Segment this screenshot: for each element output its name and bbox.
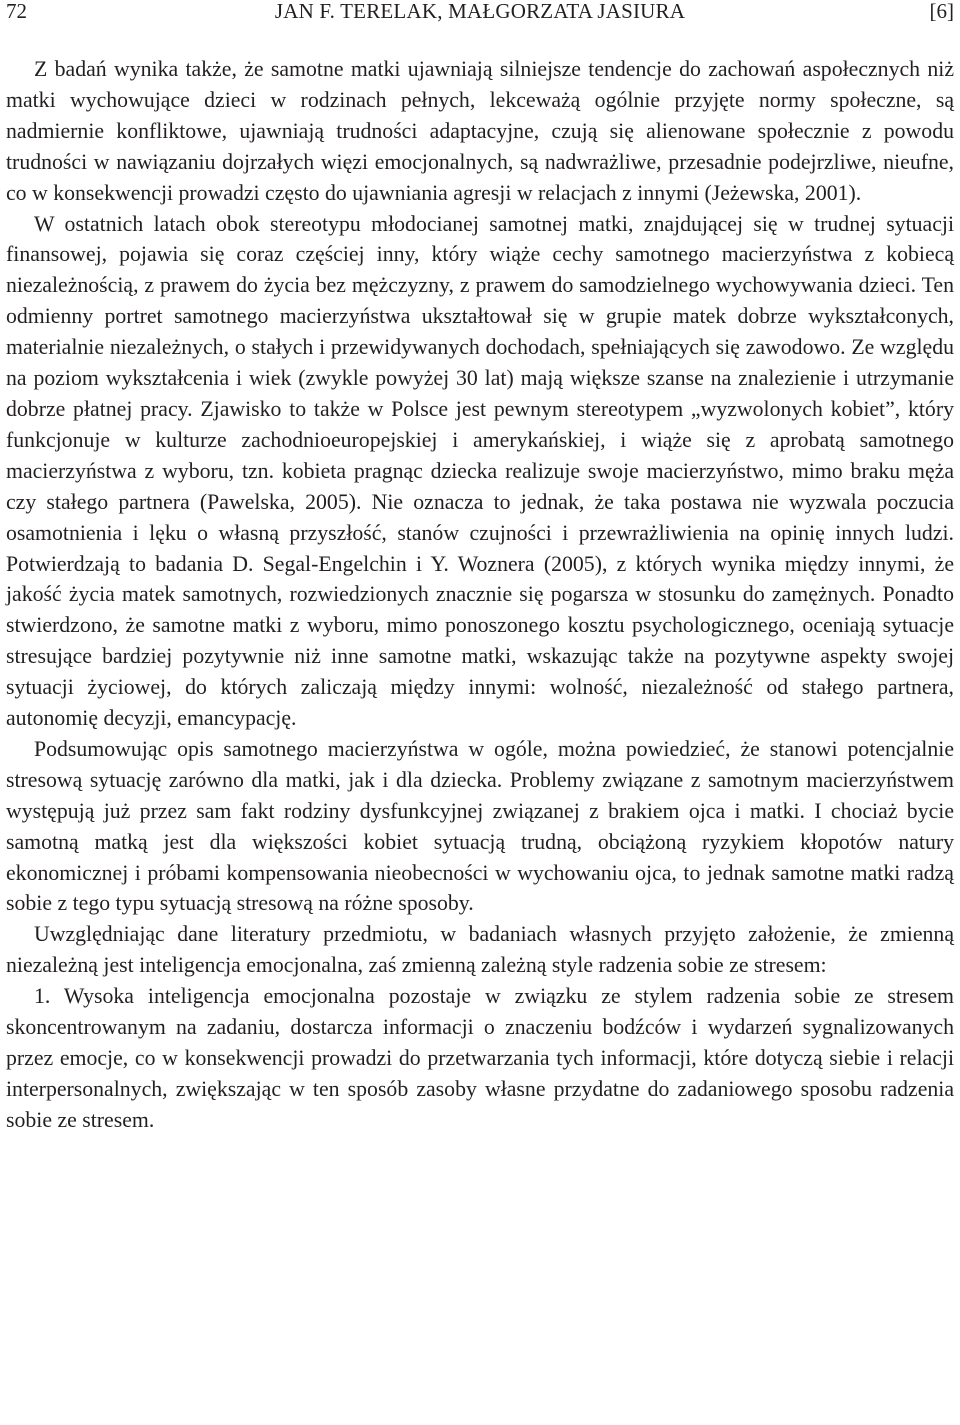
body-text [6, 54, 954, 1136]
paragraph: W ostatnich latach obok stereotypu młodocianej samotnej matki, znajdującej się w trudnej sytuacji finansowej, pojawia się coraz częściej inny, który wiąże cechy samotnego macierzyństwa z kobiecą niezależnością, z prawem do życia bez mężczyzny, z prawem do samodzielnego wychowywania dzieci. Ten odmienny portret samotnego macierzyństwa ukształtował się w grupie matek dobrze wykształconych, materialnie niezależnych, o stałych i przewidywanych dochodach, spełniających się zawodowo. Ze względu na poziom wykształcenia i wiek (zwykle powyżej 30 lat) mają większe szanse na znalezienie i utrzymanie dobrze płatnej pracy. Zjawisko to także w Polsce jest pewnym stereotypem „wyzwolonych kobiet”, który funkcjonuje w kulturze zachodnioeuropejskiej i amerykańskiej, i wiąże się z aprobatą samotnego macierzyństwa z wyboru, tzn. kobieta pragnąc dziecka realizuje swoje macierzyństwo, mimo braku męża czy stałego partnera (Pawelska, 2005). Nie oznacza to jednak, że taka postawa nie wyzwala poczucia osamotnienia i lęku o własną przyszłość, stanów czujności i przewrażliwienia na opinię innych ludzi. Potwierdzają to badania D. Segal-Engelchin i Y. Woznera (2005), z których wynika między innymi, że jakość życia matek samotnych, rozwiedzionych znacznie się pogarsza w stosunku do zamężnych. Ponadto stwierdzono, że samotne matki z wyboru, mimo ponoszonego kosztu psychologicznego, oceniają sytuacje stresujące bardziej pozytywnie niż inne samotne matki, wskazując także na pozytywne aspekty swojej sytuacji życiowej, do których zaliczają między innymi: wolność, niezależność od stałego partnera, autonomię decyzji, emancypację. [6, 211, 954, 731]
paragraph: Uwzględniając dane literatury przedmiotu, w badaniach własnych przyjęto założenie, że zmienną niezależną jest inteligencja emocjonalna, zaś zmienną zależną style radzenia sobie ze stresem: [6, 922, 954, 978]
list-item: 1. Wysoka inteligencja emocjonalna pozostaje w związku ze stylem radzenia sobie ze stresem skoncentrowanym na zadaniu, dostarcza informacji o znaczeniu bodźców i wydarzeń sygnalizowanych przez emocje, co w konsekwencji prowadzi do przetwarzania tych informacji, które dotyczą siebie i relacji interpersonalnych, zwiększając w ten sposób zasoby własne przydatne do zadaniowego sposobu radzenia sobie ze stresem. [6, 984, 954, 1132]
page-number: 72 [6, 0, 27, 23]
header-reference: [6] [929, 0, 954, 23]
running-header [6, 0, 954, 26]
paragraph: Z badań wynika także, że samotne matki ujawniają silniejsze tendencje do zachowań aspołecznych niż matki wychowujące dzieci w rodzinach pełnych, lekceważą ogólnie przyjęte normy społeczne, są nadmiernie konfliktowe, ujawniają trudności adaptacyjne, czują się alienowane społecznie z powodu trudności w nawiązaniu dojrzałych więzi emocjonalnych, są nadwrażliwe, przesadnie podejrzliwe, nieufne, co w konsekwencji prowadzi często do ujawniania agresji w relacjach z innymi (Jeżewska, 2001). [6, 57, 954, 205]
paragraph: Podsumowując opis samotnego macierzyństwa w ogóle, można powiedzieć, że stanowi potencjalnie stresową sytuację zarówno dla matki, jak i dla dziecka. Problemy związane z samotnym macierzyństwem występują już przez sam fakt rodziny dysfunkcyjnej związanej z brakiem ojca i matki. I chociaż bycie samotną matką jest dla większości kobiet sytuacją trudną, obciążoną ryzykiem kłopotów natury ekonomicznej i próbami kompensowania nieobecności w wychowaniu ojca, to jednak samotne matki radzą sobie z tego typu sytuacją stresową na różne sposoby. [6, 736, 954, 916]
header-authors: JAN F. TERELAK, MAŁGORZATA JASIURA [274, 0, 686, 23]
